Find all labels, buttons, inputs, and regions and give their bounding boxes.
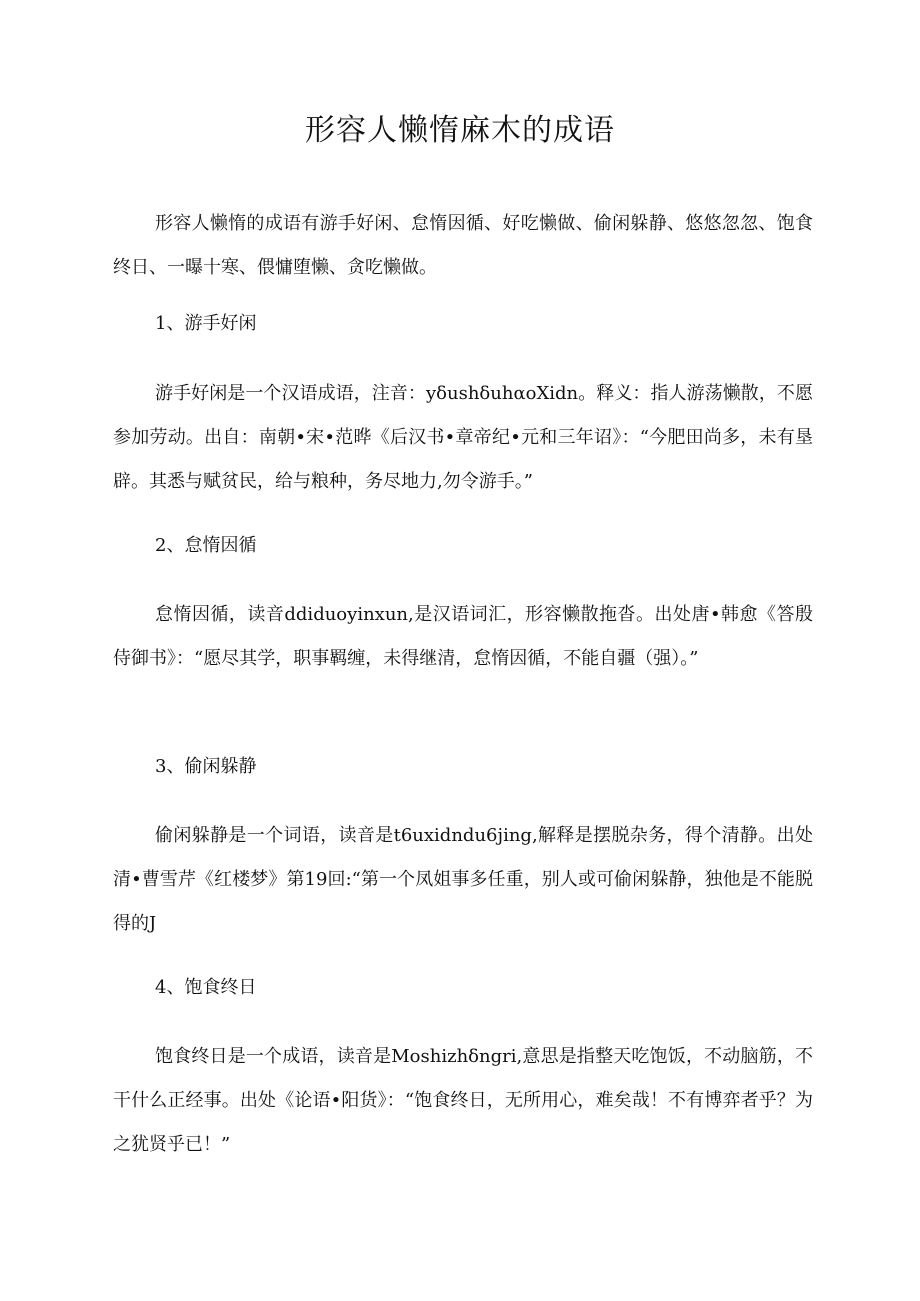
- section-heading-4: 4、饱食终日: [155, 977, 257, 998]
- section-body-1: 游手好闲是一个汉语成语，注音：yδushδuhαoXidn。释义：指人游荡懒散，不愿参加劳动。出自：南朝•宋•范晔《后汉书•章帝纪•元和三年诏》：“今肥田尚多，未有垦辟。其悉与赋贫民，给与粮种，务尽地力,勿令游手。”: [113, 383, 813, 492]
- document-title: 形容人懒惰麻木的成语: [305, 113, 615, 148]
- section-heading-3: 3、偷闲躲静: [155, 756, 257, 777]
- section-heading-2: 2、怠惰因循: [155, 535, 257, 556]
- section-body-3: 偷闲躲静是一个词语，读音是t6uxidndu6jing,解释是摆脱杂务，得个清静。出处清•曹雪芹《红楼梦》第19回:“第一个凤姐事多任重，别人或可偷闲躲静，独他是不能脱得的J: [113, 825, 813, 934]
- intro-paragraph: 形容人懒惰的成语有游手好闲、怠惰因循、好吃懒做、偷闲躲静、悠悠忽忽、饱食终日、一曝十寒、偎慵堕懒、贪吃懒做。: [113, 213, 813, 278]
- section-body-2: 怠惰因循，读音ddiduoyinxun,是汉语词汇，形容懒散拖沓。出处唐•韩愈《答殷侍御书》：“愿尽其学，职事羁缠，未得继清，怠惰因循，不能自疆（强）。”: [113, 604, 813, 669]
- section-heading-1: 1、游手好闲: [155, 313, 257, 334]
- section-body-4: 饱食终日是一个成语，读音是Moshizhδngri,意思是指整天吃饱饭，不动脑筋，不干什么正经事。出处《论语•阳货》：“饱食终日，无所用心，难矣哉！不有博弈者乎？为之犹贤乎已！”: [113, 1046, 813, 1155]
